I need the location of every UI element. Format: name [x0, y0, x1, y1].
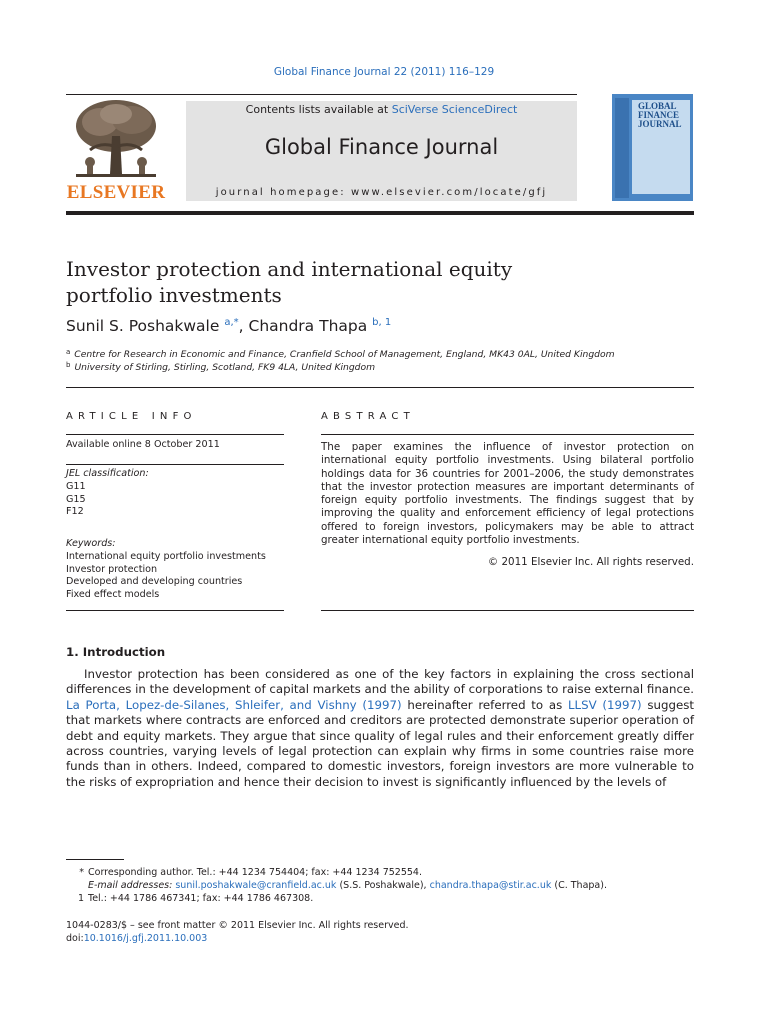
paper-title	[66, 256, 666, 308]
contents-prefix: Contents lists available at	[245, 103, 392, 116]
email-label: E-mail addresses:	[88, 880, 176, 891]
footnote-rule	[66, 859, 124, 860]
elsevier-wordmark: ELSEVIER	[66, 182, 166, 203]
journal-cover-thumbnail[interactable]	[612, 94, 693, 201]
body-text-run: Investor protection has been considered as one of the key factors in explaining the cross sectional differences in the development of capital markets and the ability of corporations to raise external finance.	[66, 667, 694, 697]
doi-link[interactable]: 10.1016/j.gfj.2011.10.003	[83, 933, 208, 944]
article-info-heading: ARTICLE INFO	[66, 411, 197, 422]
author-list	[66, 317, 391, 335]
introduction-paragraph	[66, 667, 694, 790]
section-rule	[66, 387, 694, 388]
keyword: International equity portfolio investments	[66, 550, 266, 562]
email-link[interactable]: sunil.poshakwale@cranfield.ac.uk	[175, 880, 337, 891]
cover-spine	[615, 98, 629, 198]
contents-availability	[186, 103, 577, 116]
journal-citation[interactable]: Global Finance Journal 22 (2011) 116–129	[273, 66, 495, 78]
cover-title-line: FINANCE	[638, 110, 680, 120]
header-rule	[66, 94, 577, 95]
jel-code: G15	[66, 493, 86, 505]
author-name: Sunil S. Poshakwale	[66, 317, 220, 335]
paper-title-line: Investor protection and international equity	[66, 257, 513, 281]
author-affiliation-link[interactable]: a,*	[224, 317, 239, 328]
journal-masthead	[186, 101, 577, 201]
section-heading: 1. Introduction	[66, 645, 166, 659]
keywords	[66, 538, 266, 602]
available-online: Available online 8 October 2011	[66, 439, 220, 450]
affiliation-mark: a	[66, 348, 71, 356]
journal-title: Global Finance Journal	[264, 135, 499, 159]
footnote-text: Tel.: +44 1786 467341; fax: +44 1786 467308.	[88, 893, 314, 904]
affiliation-text: University of Stirling, Stirling, Scotland, FK9 4LA, United Kingdom	[74, 362, 376, 373]
header-thick-rule	[66, 211, 694, 215]
footnote-corresponding	[66, 867, 422, 878]
author-separator: ,	[238, 317, 249, 335]
elsevier-logo	[66, 96, 166, 204]
doi-label: doi:	[66, 933, 84, 944]
paper-title-line: portfolio investments	[66, 283, 282, 307]
article-info-bottom-rule	[66, 610, 284, 611]
affiliation-mark: b	[66, 361, 71, 369]
abstract-copyright: © 2011 Elsevier Inc. All rights reserved.	[487, 556, 694, 568]
keywords-label: Keywords:	[66, 538, 116, 549]
abstract-bottom-rule	[321, 610, 694, 611]
footnote-text: Corresponding author. Tel.: +44 1234 754404; fax: +44 1234 752554.	[88, 867, 422, 878]
affiliation	[66, 348, 615, 360]
cover-title-line: JOURNAL	[638, 119, 682, 129]
sciencedirect-link[interactable]: SciVerse ScienceDirect	[391, 103, 518, 116]
keyword: Investor protection	[66, 563, 158, 575]
abstract-text: The paper examines the influence of investor protection on international equity portfolio investments. Using bilateral portfolio holdings data for 36 countries for 2001–2006, the study demonstrates that the investor protection measures are important determinants of foreign equity portfolio investments. The findings suggest that by improving the quality and enforcement efficiency of legal protections offered to foreign investors, policymakers may be able to attract greater international equity portfolio investments.	[321, 441, 694, 547]
author-name: Chandra Thapa	[248, 317, 368, 335]
footnote-mark: 1	[77, 893, 84, 904]
journal-homepage[interactable]: journal homepage: www.elsevier.com/locate/gfj	[215, 187, 548, 198]
elsevier-tree-icon	[70, 96, 162, 182]
citation-link[interactable]: La Porta, Lopez-de-Silanes, Shleifer, and Vishny (1997)	[66, 697, 402, 712]
author-affiliation-link[interactable]: b, 1	[372, 317, 392, 328]
jel-label: JEL classification:	[66, 468, 149, 479]
body-text-run: suggest that markets where contracts are enforced and creditors are protected demonstrate superior operation of debt and equity markets. They argue that since quality of legal rules and their enforcement greatly differ across countries, varying levels of legal protection can explain why firms in some countries raise more funds than in others. Indeed, compared to domestic investors, foreign investors are more vulnerable to the risks of expropriation and hence their decision to invest is significantly influenced by the levels of	[66, 697, 694, 789]
footnote-1	[66, 893, 313, 904]
citation-link[interactable]: LLSV (1997)	[567, 697, 642, 712]
keyword: Fixed effect models	[66, 589, 160, 601]
jel-code: G11	[66, 480, 86, 492]
doi-line	[66, 933, 207, 944]
body-text-run: hereinafter referred to as	[401, 697, 568, 712]
footnote-emails	[66, 880, 607, 891]
email-owner: (S.S. Poshakwale),	[336, 880, 430, 891]
issn-line: 1044-0283/$ – see front matter © 2011 Elsevier Inc. All rights reserved.	[66, 920, 409, 931]
cover-title	[638, 102, 692, 129]
keyword: Developed and developing countries	[66, 576, 243, 588]
abstract-rule	[321, 434, 694, 435]
article-info-subrule	[66, 464, 284, 465]
jel-code: F12	[66, 506, 84, 518]
article-info-rule	[66, 434, 284, 435]
footnote-mark: *	[79, 867, 84, 878]
email-owner: (C. Thapa).	[551, 880, 607, 891]
email-link[interactable]: chandra.thapa@stir.ac.uk	[429, 880, 552, 891]
cover-title-line: GLOBAL	[638, 101, 677, 111]
affiliation	[66, 361, 375, 373]
abstract-heading: ABSTRACT	[321, 411, 415, 422]
affiliation-text: Centre for Research in Economic and Finance, Cranfield School of Management, England, MK43 0AL, United Kingdom	[74, 349, 615, 360]
jel-classification	[66, 468, 149, 519]
